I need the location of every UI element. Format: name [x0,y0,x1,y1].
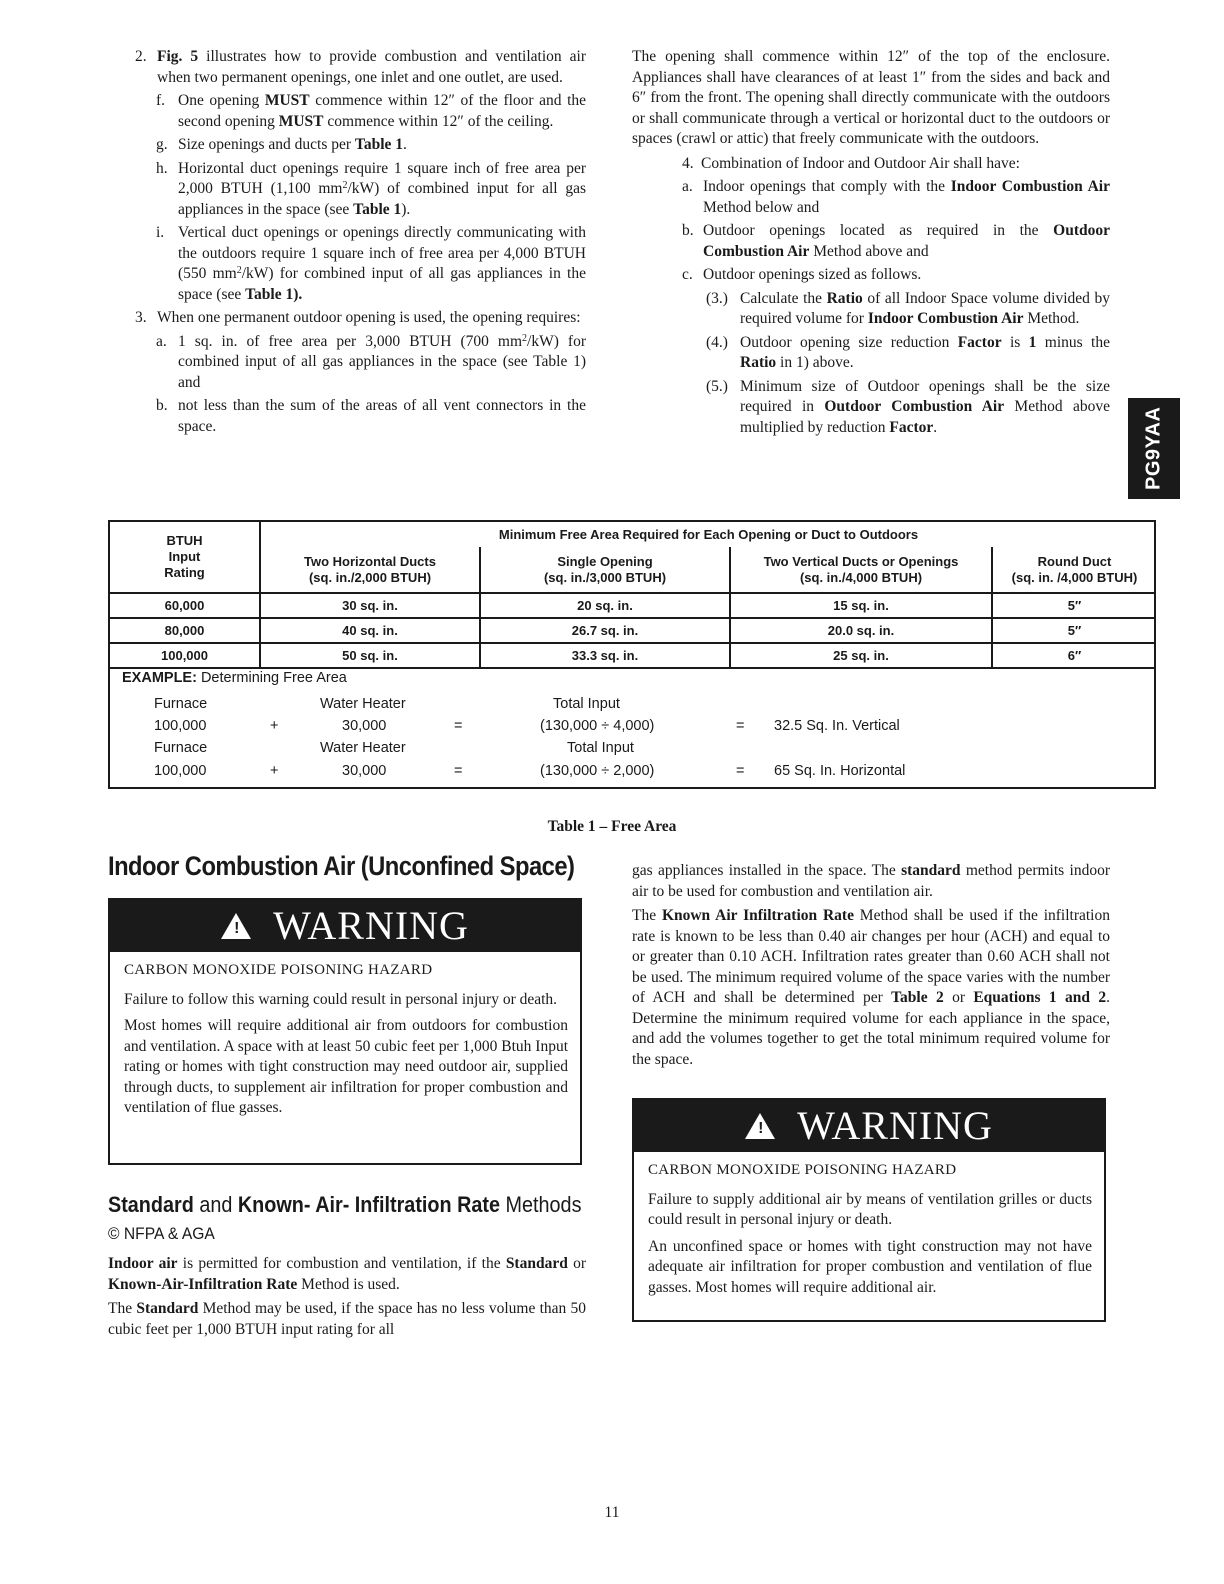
superscript: 2 [522,332,528,344]
table-cell: 26.7 sq. in. [480,618,730,643]
warning-text: An unconfined space or homes with tight construction may not have adequate air infiltration for proper combustion and ventilation of flue gasses. Most homes will require additional air. [648,1237,1092,1296]
left-bottom-text [108,1254,586,1344]
example-cell: = [454,718,463,734]
example-cell: = [736,763,745,779]
group-header: Minimum Free Area Required for Each Opening or Duct to Outdoors [260,522,1156,547]
warning-text: Most homes will require additional air from outdoors for combustion and ventilation. A space with at least 50 cubic feet per 1,000 Btuh Input rating or homes with tight construction may need outdoor air, supplied through ducts, to supplement air infiltration for proper combustion and ventilation of flue gasses. [124,1017,568,1116]
list-number: 2. [135,48,147,65]
text: not less than the sum of the areas of all vent connectors in the space. [178,397,586,435]
list-item-i [108,223,586,305]
list-item-4 [632,154,1110,175]
heading-text: and [193,1192,238,1217]
list-item-5-sub [632,377,1110,439]
text: Outdoor openings located as required in the [703,222,1054,239]
example-cell: Furnace [154,740,208,756]
text: /kW) for combined input of all gas appliances in the space (see [178,265,586,303]
heading-text: Methods [500,1192,582,1217]
list-letter: c. [682,266,693,283]
warning-banner [634,1100,1104,1152]
warning-box-1 [108,898,582,1165]
text: method permits indoor air to be used for combustion and ventilation air. [632,862,1111,900]
header-horizontal [260,547,480,593]
bold-text: Known Air Infiltration Rate [661,907,854,924]
section-heading-indoor-combustion: Indoor Combustion Air (Unconfined Space) [108,851,575,881]
bold-text: Indoor air [108,1255,178,1272]
text: Indoor openings that comply with the [703,178,951,195]
text: /kW) of combined input for all gas appliances in the space (see [178,180,586,218]
text: is [1001,333,1029,351]
example-cell: Water Heater [320,740,406,756]
example-cell: Water Heater [320,696,406,712]
table-cell: 80,000 [110,618,260,643]
list-item-2 [108,47,586,88]
text: or [567,1255,586,1272]
list-item-c [632,265,1110,286]
list-item-a [108,332,586,394]
text: . [403,136,407,153]
fig-ref: Fig. 5 [157,48,199,65]
list-item-f [108,91,586,132]
table-cell: 40 sq. in. [260,618,480,643]
warning-triangle-icon [221,913,251,939]
heading-bold: Known- Air- Infiltration Rate [237,1192,501,1217]
list-item-3-sub [632,289,1110,330]
text: 1 sq. in. of free area per 3,000 BTUH (700 mm [178,332,523,350]
right-bottom-text [632,861,1110,1074]
text: gas appliances installed in the space. The [632,862,902,879]
copyright-line: © NFPA & AGA [108,1224,215,1243]
list-item-b [632,221,1110,262]
list-item-4-sub [632,333,1110,374]
bold-text: Table 1). [245,285,303,303]
text: One opening [178,92,265,109]
list-number: (3.) [706,289,728,307]
header-vertical [730,547,992,593]
bold-text: Ratio [740,354,777,371]
superscript: 2 [342,180,348,191]
bold-text: standard [901,862,961,879]
header-round [992,547,1156,593]
example-cell: Total Input [567,740,634,756]
bold-text: 1 [1028,333,1037,351]
bold-text: Factor [889,418,934,436]
text: Method shall be used if the infiltration rate is known to be less than 0.40 air changes per hour (ACH) and equal to or greater than 0.10 ACH. Infiltration rates greater than 0.60 ACH shall not be used. The minimum required volume of the space varies with the number of ACH and shall be determined per [632,907,1110,1006]
text: is permitted for combustion and ventilation, if the [177,1255,506,1272]
example-label: EXAMPLE: [122,670,197,686]
warning-box-2 [632,1098,1106,1322]
table-row [110,618,1156,643]
text: commence within 12″ of the floor and the second opening [178,92,586,130]
bold-text: Standard [505,1255,568,1272]
list-item-g [108,135,586,156]
text: Method above and [809,242,929,260]
header-line: (sq. in./4,000 BTUH) [799,569,923,585]
table-cell: 20.0 sq. in. [730,618,992,643]
list-item-a [632,177,1110,218]
header-line: Round Duct [1037,553,1112,569]
text: . [933,418,938,436]
text: Calculate the [740,289,827,307]
bold-text: Outdoor Combustion Air [703,222,1110,260]
text: in 1) above. [776,354,854,371]
text: Horizontal duct openings require 1 square inch of free area per 2,000 BTUH (1,100 mm [178,159,586,197]
warning-label: WARNING [273,902,469,948]
paragraph [108,1254,586,1295]
text: The [108,1300,137,1317]
example-cell: (130,000 ÷ 4,000) [540,718,655,734]
list-letter: b. [156,397,168,414]
bold-text: Ratio [826,289,863,307]
bold-text: Equations 1 and 2 [973,989,1107,1006]
example-cell: 100,000 [154,718,207,734]
bold-text: Factor [957,333,1002,351]
table-cell: 30 sq. in. [260,593,480,618]
table-cell: 100,000 [110,643,260,668]
text: Method above multiplied by reduction [740,398,1110,436]
table-caption: Table 1 – Free Area [547,818,677,835]
superscript: 2 [236,265,242,276]
example-row [110,693,1154,715]
bold-text: MUST [264,92,310,109]
bold-text: Standard [136,1300,199,1317]
example-cell: 32.5 Sq. In. Vertical [774,718,900,734]
table-row [110,593,1156,618]
header-line: (sq. in./3,000 BTUH) [543,569,667,585]
text: ). [401,200,411,218]
warning-text: Failure to supply additional air by means of ventilation grilles or ducts could result in personal injury or death. [648,1190,1092,1228]
header-line: (sq. in./2,000 BTUH) [308,569,432,585]
bold-text: Known-Air-Infiltration Rate [108,1275,298,1293]
example-cell: + [270,763,279,779]
text: The opening shall commence within 12″ of the top of the enclosure. Appliances shall have clearances of at least 1″ from the sides and back and 6″ from the front. The opening shall directly communicate with the outdoors or shall communicate through a vertical or horizontal duct to the outdoors or spaces (crawl or attic) that freely communicate with the outdoors. [632,48,1110,147]
text: . Determine the minimum required volume for each appliance in the space, and add the volumes together to get the total minimum required volume for the space. [632,989,1110,1068]
header-single [480,547,730,593]
example-row [110,760,1154,782]
text: Size openings and ducts per [178,136,355,153]
list-number: 4. [682,154,694,172]
text: Method is used. [297,1275,400,1293]
paragraph [108,1299,586,1340]
header-line: Rating [164,565,205,580]
table-cell: 5″ [992,618,1156,643]
paragraph [632,861,1110,902]
text: of all Indoor Space volume divided by required volume for [740,289,1110,327]
text: Outdoor openings sized as follows. [703,266,922,283]
heading-bold: Standard [108,1192,194,1217]
list-text: illustrates how to provide combustion and ventilation air when two permanent openings, one inlet and one outlet, are used. [157,48,586,86]
table-cell: 20 sq. in. [480,593,730,618]
text: Method may be used, if the space has no less volume than 50 cubic feet per 1,000 BTUH input rating for all [108,1300,586,1338]
list-item-3 [108,308,586,329]
example-cell: 30,000 [342,763,387,779]
list-number: (5.) [706,377,728,395]
table-row [110,643,1156,668]
header-line: Two Vertical Ducts or Openings [763,553,959,569]
example-subtitle: Determining Free Area [196,670,347,686]
table-cell: 6″ [992,643,1156,668]
right-column [632,47,1110,441]
example-row [110,715,1154,737]
warning-body [634,1152,1104,1312]
bold-text: MUST [278,112,324,130]
list-letter: b. [682,222,694,239]
text: Vertical duct openings or openings directly communicating with the outdoors require 1 square inch of free area per 4,000 BTUH (550 mm [178,224,586,282]
list-number: 3. [135,309,147,326]
warning-label: WARNING [797,1102,993,1148]
bold-text: Indoor Combustion Air [867,310,1024,327]
table-cell: 60,000 [110,593,260,618]
example-cell: 100,000 [154,763,207,779]
text: Method. [1023,310,1080,327]
left-column [108,47,586,440]
text: Minimum size of Outdoor openings shall be the size required in [740,377,1110,415]
warning-triangle-icon [745,1113,775,1139]
bold-text: Table 1 [354,136,404,153]
section-heading-methods [108,1192,582,1217]
example-cell: + [270,718,279,734]
page-number: 11 [604,1504,620,1521]
example-cell: 65 Sq. In. Horizontal [774,763,906,779]
table-cell: 50 sq. in. [260,643,480,668]
example-cell: = [454,763,463,779]
free-area-table [108,520,1156,789]
btuh-header [110,522,260,593]
list-letter: a. [682,178,693,195]
example-cell: 30,000 [342,718,387,734]
warning-banner [110,900,580,952]
header-line: Two Horizontal Ducts [304,553,436,569]
text: commence within 12″ of the ceiling. [323,112,554,130]
example-cell: Total Input [553,696,620,712]
header-line: BTUH [166,533,203,548]
free-area-grid [110,522,1156,669]
example-cell: Furnace [154,696,208,712]
table-cell: 25 sq. in. [730,643,992,668]
list-item-h [108,159,586,221]
warning-mark: ! [758,1120,765,1137]
bold-text: Indoor Combustion Air [950,178,1110,195]
table-cell: 33.3 sq. in. [480,643,730,668]
side-tab-label: PG9YAA [1142,406,1165,491]
example-cell: = [736,718,745,734]
example-cell: (130,000 ÷ 2,000) [540,763,655,779]
list-item-b [108,396,586,437]
header-line: Single Opening [557,553,653,569]
table-cell: 15 sq. in. [730,593,992,618]
text: Method below and [703,198,820,216]
continued-paragraph [632,47,1110,150]
list-number: (4.) [706,333,728,351]
bold-text: Outdoor Combustion Air [824,398,1005,415]
warning-body [110,952,580,1133]
list-letter: f. [156,92,166,109]
list-letter: a. [156,332,167,350]
warning-title: CARBON MONOXIDE POISONING HAZARD [648,1162,957,1178]
section-side-tab [1128,398,1180,499]
header-line: (sq. in. /4,000 BTUH) [1011,569,1138,585]
list-letter: g. [156,136,168,153]
header-line: Input [168,549,201,564]
example-row [110,737,1154,759]
text: minus the [1036,333,1110,351]
warning-text: Failure to follow this warning could result in personal injury or death. [124,990,558,1008]
bold-text: Table 2 [891,989,944,1006]
text: The [632,907,662,924]
table-cell: 5″ [992,593,1156,618]
bold-text: Table 1 [353,200,402,218]
example-title [122,667,347,690]
text: or [943,989,974,1006]
text: When one permanent outdoor opening is used, the opening requires: [157,309,581,326]
list-letter: i. [156,224,165,241]
paragraph [632,906,1110,1070]
list-letter: h. [156,159,168,177]
warning-title: CARBON MONOXIDE POISONING HAZARD [124,962,433,978]
text: /kW) for combined input of all gas appliances in the space (see Table 1) and [178,332,586,391]
warning-mark: ! [234,920,241,937]
text: Outdoor opening size reduction [740,333,958,351]
text: Combination of Indoor and Outdoor Air shall have: [701,154,1020,172]
